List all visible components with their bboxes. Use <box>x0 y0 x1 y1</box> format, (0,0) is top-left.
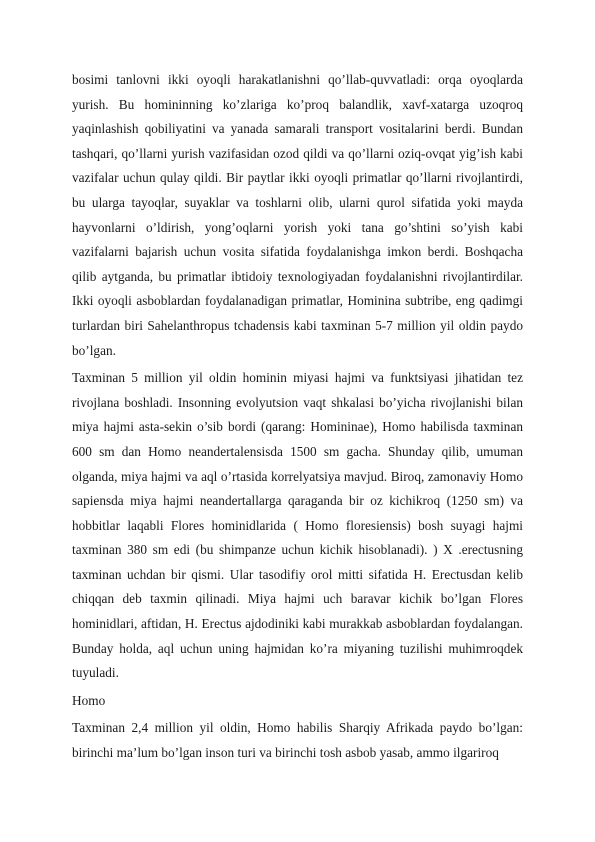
document-page <box>72 68 523 769</box>
body-paragraph: Taxminan 2,4 million yil oldin, Homo habilis Sharqiy Afrikada paydo bo’lgan: birinchi ma’lum bo’lgan inson turi va birinchi tosh asbob yasab, ammo ilgariroq <box>72 720 523 761</box>
section-heading: Homo <box>72 692 106 708</box>
body-paragraph: Taxminan 5 million yil oldin hominin miyasi hajmi va funktsiyasi jihatidan tez rivojlana boshladi. Insonning evolyutsion vaqt shkalasi bo’yicha rivojlanishi bilan miya hajmi asta-sekin o’sib bordi (qarang: Homininae), Homo habilisda taxminan 600 sm dan Homo neandertalensisda 1500 sm gacha. Shunday qilib, umuman olganda, miya hajmi va aql o’rtasida korrelyatsiya mavjud. Biroq, zamonaviy Homo sapiensda miya hajmi neandertallarga qaraganda bir oz kichikroq (1250 sm) va hobbitlar laqabli Flores hominidlarida ( Homo floresiensis) bosh suyagi hajmi taxminan 380 sm edi (bu shimpanze uchun kichik hisoblanadi). ) X .erectusning taxminan uchdan bir qismi. Ular tasodifiy orol mitti sifatida H. Erectusdan kelib chiqqan deb taxmin qilinadi. Miya hajmi uch baravar kichik bo’lgan Flores hominidlari, aftidan, H. Erectus ajdodiniki kabi murakkab asboblardan foydalangan. Bunday holda, aql uchun uning hajmidan ko’ra miyaning tuzilishi muhimroqdek tuyuladi. <box>72 370 523 681</box>
body-paragraph: bosimi tanlovni ikki oyoqli harakatlanishni qo’llab-quvvatladi: orqa oyoqlarda yurish. Bu homininning ko’zlariga ko’proq balandlik, xavf-xatarga uzoqroq yaqinlashish qobiliyatini va yanada samarali transport vositalarini berdi. Bundan tashqari, qo’llarni yurish vazifasidan ozod qildi va qo’llarni oziq-ovqat yig’ish kabi vazifalar uchun qulay qildi. Bir paytlar ikki oyoqli primatlar qo’llarni rivojlantirdi, bu ularga tayoqlar, suyaklar va toshlarni olib, ularni qurol sifatida yoki mayda hayvonlarni o’ldirish, yong’oqlarni yorish yoki tana go’shtini so’yish kabi vazifalarni bajarish uchun vosita sifatida foydalanishga imkon berdi. Boshqacha qilib aytganda, bu primatlar ibtidoiy texnologiyadan foydalanishni rivojlantirdilar. Ikki oyoqli asboblardan foydalanadigan primatlar, Hominina subtribe, eng qadimgi turlardan biri Sahelanthropus tchadensis kabi taxminan 5-7 million yil oldin paydo bo’lgan. <box>72 72 523 358</box>
